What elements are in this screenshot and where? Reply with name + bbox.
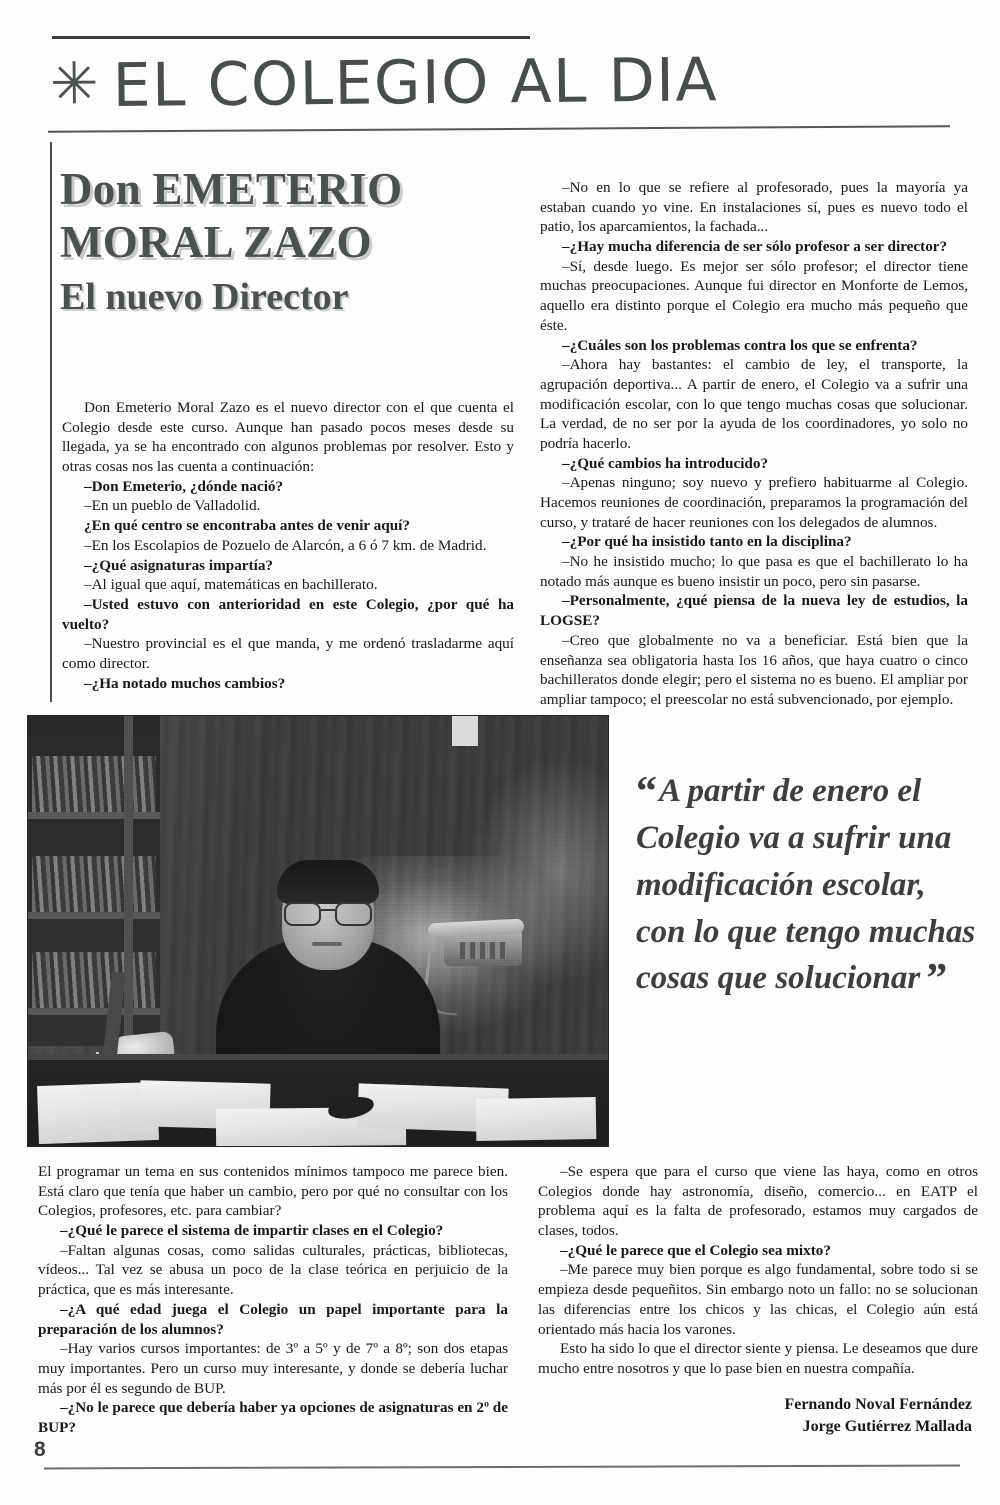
interview-answer: –Creo que globalmente no va a beneficiar. Está bien que la enseñanza sea obligatoria hasta los 16 años, que haya cuatro o cinco bachilleratos donde elegir; pero el sistema no es bueno. El ampliar por ampliar tampoco; el preescolar no está subvencionado, por ejemplo. [540,631,968,708]
article-intro: Don Emeterio Moral Zazo es el nuevo director con el que cuenta el Colegio desde este curso. Aunque han pasado pocos meses desde su llegada, ya se ha encontrado con algunos problemas por resolver. Esto y otras cosas nos las cuenta a continuación: [62,399,514,476]
byline [532,1394,972,1437]
pull-quote-text: A partir de enero el Colegio va a sufrir una modificación escolar, con lo que tengo muchas cosas que solucionar [636,773,976,997]
byline-author-2: Jorge Gutiérrez Mallada [802,1417,972,1435]
photo-eyeglasses [282,902,374,922]
article-headline [60,163,530,321]
interview-answer: –Sí, desde luego. Es mejor ser sólo profesor; el director tiene muchas preocupaciones. Aunque fui director en Monforte de Lemos, aquello era distinto porque el Colegio era mucho más pequeño que éste. [540,257,968,334]
interview-question: –¿A qué edad juega el Colegio un papel importante para la preparación de los alumnos? [38,1300,508,1338]
asterisk-flower-icon: ✳ [49,48,99,118]
interview-question: –¿Por qué ha insistido tanto en la disciplina? [562,533,852,551]
interview-question: –Personalmente, ¿qué piensa de la nueva ley de estudios, la LOGSE? [540,592,968,630]
headline-line-1: Don EMETERIO [60,164,403,214]
interview-answer: –Faltan algunas cosas, como salidas culturales, prácticas, bibliotecas, vídeos... Tal vez se abusa un poco de la clase teórica en perjuicio de la práctica, que es más interesante. [38,1241,508,1299]
interview-question: –¿Qué le parece el sistema de impartir clases en el Colegio? [60,1222,444,1240]
interview-answer: –Nuestro provincial es el que manda, y me ordenó trasladarme aquí como director. [62,635,514,672]
left-column-top [62,398,514,693]
photo-desk-papers [476,1097,597,1141]
interview-question: –¿Qué cambios ha introducido? [562,454,769,472]
page-number: 8 [34,1438,46,1461]
headline-subtitle: El nuevo Director [60,276,349,319]
right-column-bottom [538,1162,978,1379]
column-divider [50,142,52,702]
interview-answer: –Ahora hay bastantes: el cambio de ley, el transporte, la agrupación deportiva... A partir de enero, el Colegio va a sufrir una modificación escolar, con lo que tengo muchas cosas que solucionar. La verdad, de no ser por la ayuda de los coordinadores, yo solo no podría hacerlo. [540,356,968,452]
photo-bookshelf [28,716,160,1046]
interview-answer: –Se espera que para el curso que viene las haya, como en otros Colegios donde hay astronomía, diseño, comercio... en EATP el problema aquí es la falta de profesorado, estamos muy cargados de clases, todos. [538,1163,978,1240]
headline-line-2: MORAL ZAZO [60,217,372,268]
interview-answer-continued: El programar un tema en sus contenidos mínimos tampoco me parece bien. Está claro que tenía que haber un cambio, pero por qué no consultar con los Colegios, profesores, etc. para cambiar? [38,1163,508,1220]
pull-quote [636,768,976,1002]
quote-close-icon: ” [926,956,946,1003]
interview-answer: –Al igual que aquí, matemáticas en bachillerato. [84,576,378,594]
interview-question: –¿Cuáles son los problemas contra los que se enfrenta? [562,336,918,354]
interview-answer: –No en lo que se refiere al profesorado, pues la mayoría ya estaban cuando yo vine. En instalaciones sí, pues es nuevo todo el patio, los aparcamientos, la fachada... [540,179,968,236]
interview-answer: –No he insistido mucho; lo que pasa es que el bachillerato lo ha notado más aunque es bueno insistir un poco, pero sin pasarse. [540,553,968,590]
interview-question: –¿Qué le parece que el Colegio sea mixto? [560,1241,831,1259]
right-column-top [540,178,968,710]
interview-answer: –Me parece muy bien porque es algo fundamental, sobre todo si se empieza desde pequeñitos. Sin embargo noto un fallo: no se solucionan las diferencias entre los chicos y las chicas, el Colegio aún está orientado más hacia los varones. [538,1261,978,1338]
interview-question: –¿Hay mucha diferencia de ser sólo profesor a ser director? [562,238,948,256]
photo-desk-edge [28,1054,608,1060]
footer-rule [44,1465,960,1470]
byline-author-1: Fernando Noval Fernández [784,1396,972,1413]
photo-wall-note [452,716,478,746]
interview-answer: –Hay varios cursos importantes: de 3º a 5º y de 7º a 8º; son dos etapas muy importantes. Pero un curso muy interesante, y donde se debería luchar más por él es segundo de BUP. [38,1340,508,1397]
masthead-rule [48,125,950,133]
interview-question: –¿No le parece que debería haber ya opciones de asignaturas en 2º de BUP? [38,1399,508,1436]
top-rule [52,36,530,39]
interview-question: –¿Qué asignaturas impartía? [84,556,274,574]
interview-answer: Esto ha sido lo que el director siente y piensa. Le deseamos que dure mucho entre nosotros y que lo pase bien en nuestra compañía. [538,1340,978,1377]
interview-question: –Usted estuvo con anterioridad en este Colegio, ¿por qué ha vuelto? [62,595,514,633]
masthead [50,40,811,125]
interview-question: –¿Ha notado muchos cambios? [84,674,286,692]
interview-answer: –Apenas ninguno; soy nuevo y prefiero habituarme al Colegio. Hacemos reuniones de coordinación, preparamos la programación del curso, y trataré de hacer reuniones con los delegados de alumnos. [540,474,968,531]
interview-answer: –En un pueblo de Valladolid. [84,497,261,515]
interview-answer: –En los Escolapios de Pozuelo de Alarcón, a 6 ó 7 km. de Madrid. [84,536,487,554]
interview-question: ¿En qué centro se encontraba antes de venir aquí? [84,517,410,535]
director-photograph [28,716,608,1146]
photo-desk-telephone [444,928,522,966]
interview-question: –Don Emeterio, ¿dónde nació? [84,477,284,495]
photo-shelf-upright [124,716,133,1046]
left-column-bottom [38,1162,508,1438]
section-title: EL COLEGIO AL DIA [112,45,719,122]
quote-open-icon: “ [636,769,655,815]
